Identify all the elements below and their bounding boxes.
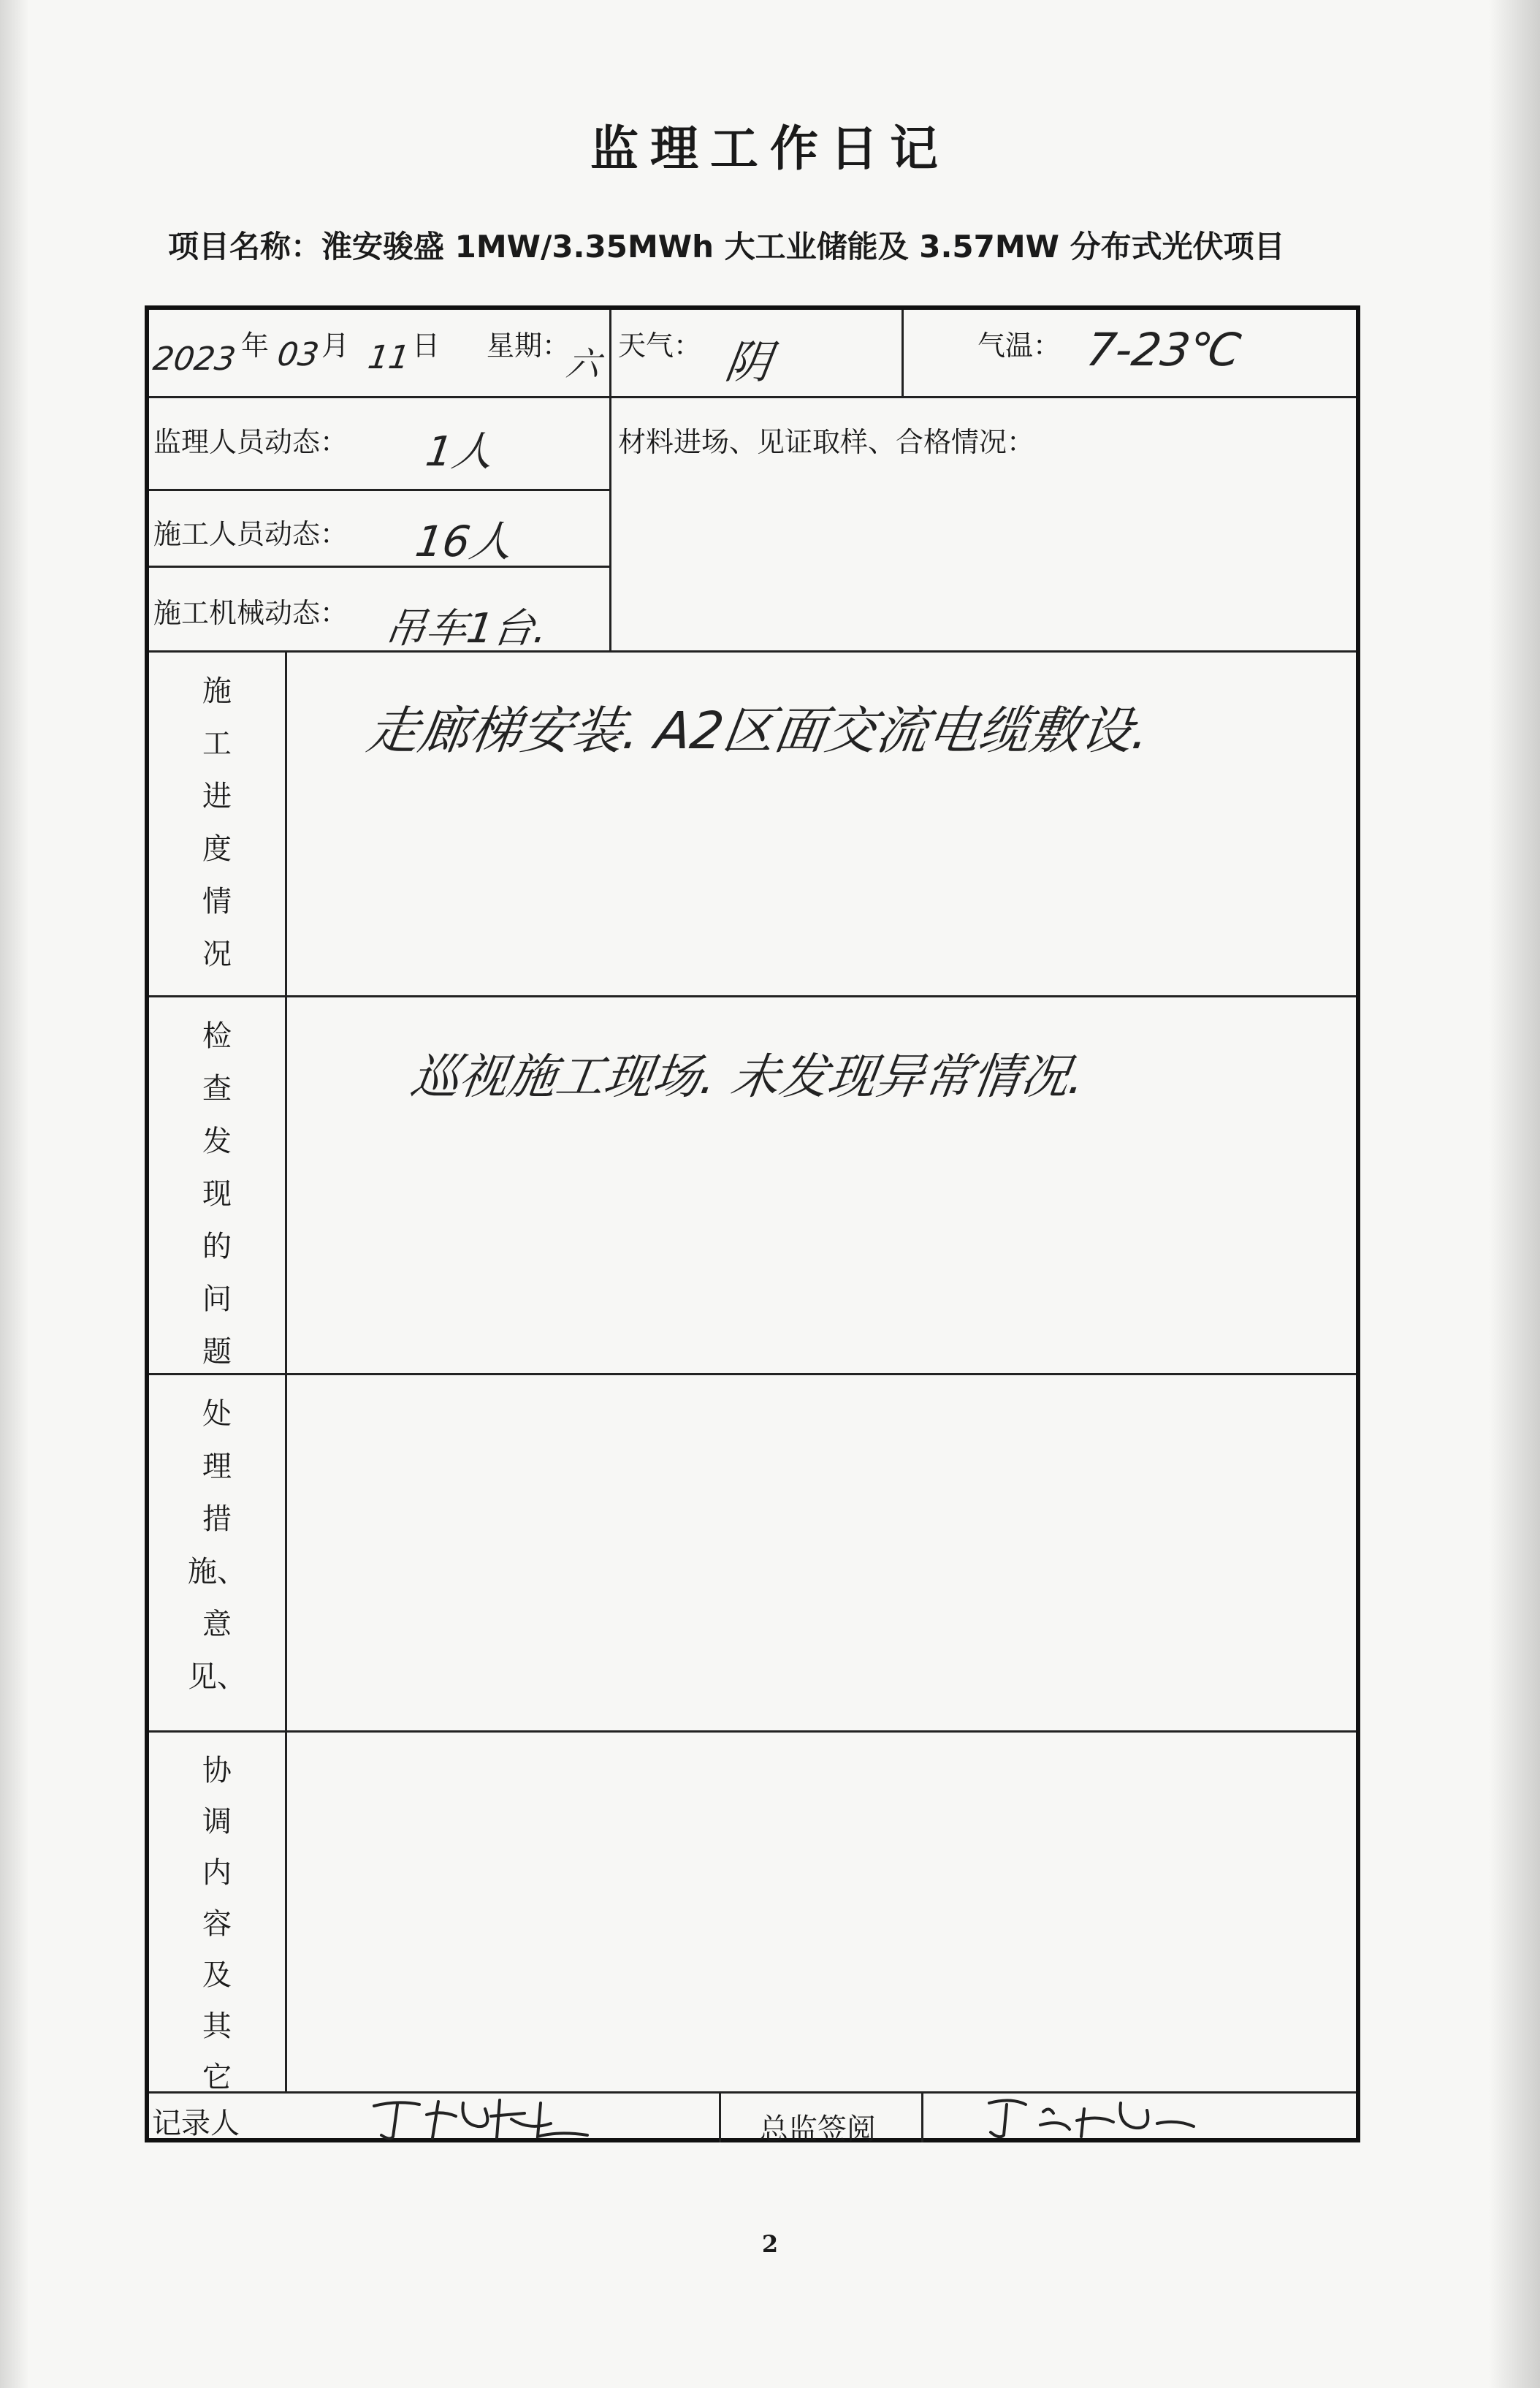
month-value: 03 bbox=[275, 336, 321, 373]
weekday-value: 六 bbox=[563, 344, 603, 384]
col-divider-footer-1 bbox=[719, 2091, 721, 2142]
coordination-section-label: 协 调 内 容 及 其 它 bbox=[202, 1754, 232, 2094]
supervisor-staff-value: 1人 bbox=[422, 428, 497, 476]
project-name bbox=[168, 223, 1285, 267]
recorder-signature bbox=[368, 2094, 602, 2142]
chief-review-label: 总监签阅 bbox=[759, 2113, 876, 2146]
chief-signature bbox=[982, 2093, 1201, 2142]
row-divider-measures bbox=[149, 1373, 1356, 1375]
page-edge-shadow-left bbox=[0, 0, 29, 2388]
diary-form bbox=[145, 305, 1360, 2146]
row-divider-staff-1 bbox=[149, 489, 609, 491]
col-divider-footer-2 bbox=[921, 2091, 923, 2142]
col-divider-header-2 bbox=[901, 310, 904, 396]
row-divider-coordination bbox=[149, 1730, 1356, 1733]
page-number: 2 bbox=[761, 2230, 779, 2258]
construction-staff-value: 16人 bbox=[412, 517, 516, 566]
row-divider-progress bbox=[149, 650, 1356, 653]
year-label: 年 bbox=[241, 330, 270, 362]
row-divider-header bbox=[149, 396, 1356, 398]
row-divider-issues bbox=[149, 995, 1356, 997]
year-value: 2023 bbox=[150, 341, 238, 378]
day-label: 日 bbox=[412, 330, 441, 362]
progress-section-label: 施 工 进 度 情 况 bbox=[202, 674, 232, 971]
progress-value: 走廊梯安装. A2区面交流电缆敷设. bbox=[363, 701, 1154, 761]
page-title: 监理工作日记 bbox=[590, 120, 950, 177]
col-divider-header-1 bbox=[609, 310, 611, 650]
project-name-value: 淮安骏盛 1MW/3.35MWh 大工业储能及 3.57MW 分布式光伏项目 bbox=[321, 229, 1285, 265]
construction-staff-label: 施工人员动态： bbox=[153, 518, 348, 550]
project-name-label: 项目名称： bbox=[168, 229, 322, 265]
temperature-value: 7-23℃ bbox=[1083, 323, 1245, 376]
row-divider-staff-2 bbox=[149, 566, 609, 568]
weather-value: 阴 bbox=[722, 335, 775, 389]
col-divider-labels bbox=[285, 650, 287, 2091]
machinery-value: 吊车1台. bbox=[381, 605, 551, 653]
measures-section-label: 处 理 措 施、 意 见、 bbox=[188, 1397, 246, 1694]
machinery-label: 施工机械动态： bbox=[153, 597, 348, 629]
supervisor-staff-label: 监理人员动态： bbox=[153, 426, 348, 458]
recorder-label: 记录人 bbox=[152, 2107, 240, 2140]
weekday-label: 星期： bbox=[487, 330, 571, 362]
page-edge-shadow-right bbox=[1489, 0, 1540, 2388]
issues-section-label: 检 查 发 现 的 问 题 bbox=[202, 1019, 232, 1369]
weather-label: 天气： bbox=[618, 330, 702, 362]
month-label: 月 bbox=[321, 330, 350, 362]
issues-value: 巡视施工现场. 未发现异常情况. bbox=[407, 1049, 1089, 1105]
day-value: 11 bbox=[365, 339, 412, 376]
temperature-label: 气温： bbox=[977, 330, 1061, 362]
materials-label: 材料进场、见证取样、合格情况： bbox=[618, 426, 1035, 458]
